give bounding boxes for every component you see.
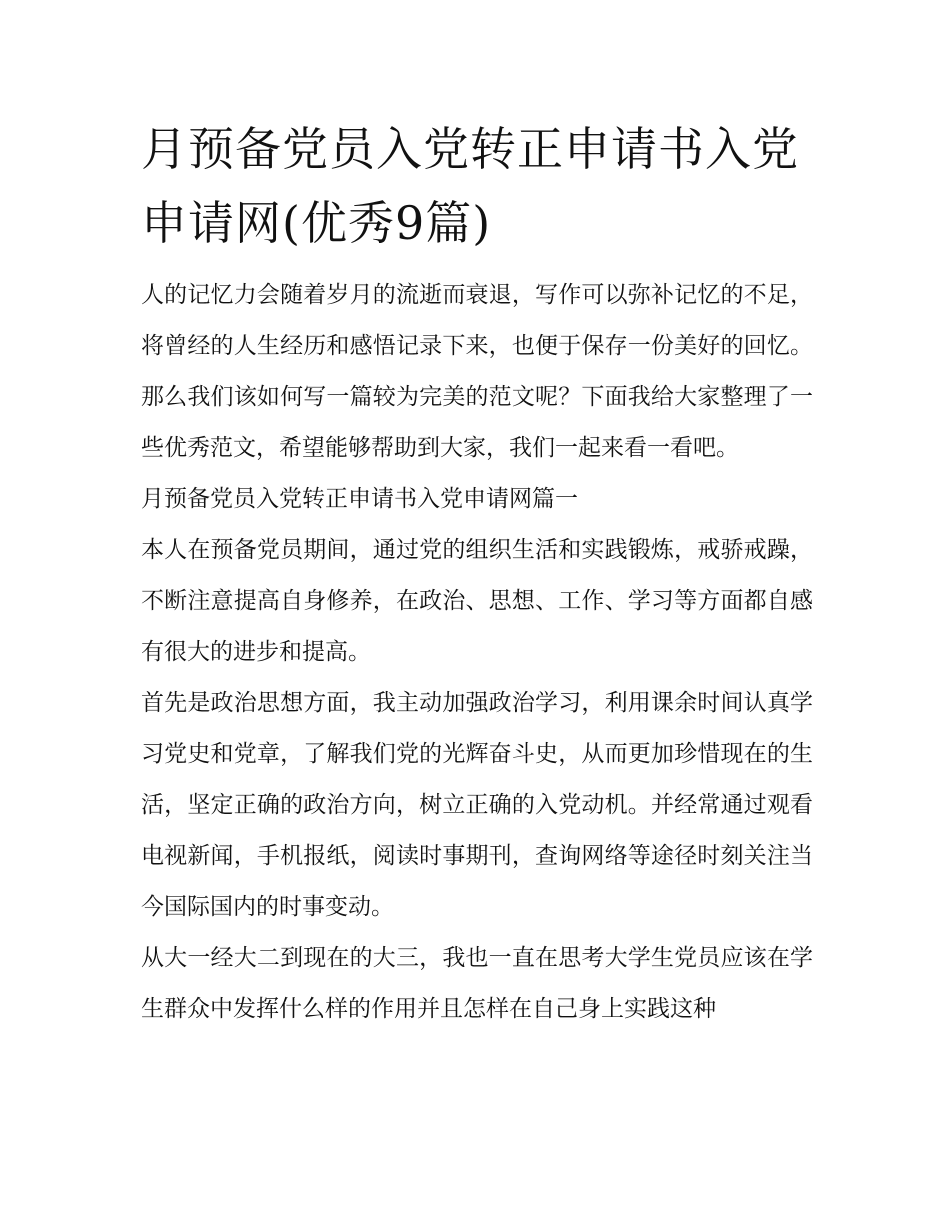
body-paragraph-1: 本人在预备党员期间，通过党的组织生活和实践锻炼，戒骄戒躁，不断注意提高自身修养，在政治、思想、工作、学习等方面都自感有很大的进步和提高。 xyxy=(141,537,813,665)
section-heading: 月预备党员入党转正申请书入党申请网篇一 xyxy=(141,486,578,512)
document-page xyxy=(141,112,813,1035)
intro-paragraph: 人的记忆力会随着岁月的流逝而衰退，写作可以弥补记忆的不足，将曾经的人生经历和感悟记录下来，也便于保存一份美好的回忆。那么我们该如何写一篇较为完美的范文呢？下面我给大家整理了一些优秀范文，希望能够帮助到大家，我们一起来看一看吧。 xyxy=(141,282,813,461)
body-paragraph-2: 首先是政治思想方面，我主动加强政治学习，利用课余时间认真学习党史和党章，了解我们党的光辉奋斗史，从而更加珍惜现在的生活，坚定正确的政治方向，树立正确的入党动机。并经常通过观看电视新闻，手机报纸，阅读时事期刊，查询网络等途径时刻关注当今国际国内的时事变动。 xyxy=(141,690,813,920)
body-paragraph-3: 从大一经大二到现在的大三，我也一直在思考大学生党员应该在学生群众中发挥什么样的作用并且怎样在自己身上实践这种 xyxy=(141,945,813,1022)
document-title: 月预备党员入党转正申请书入党申请网(优秀9篇) xyxy=(141,122,799,250)
